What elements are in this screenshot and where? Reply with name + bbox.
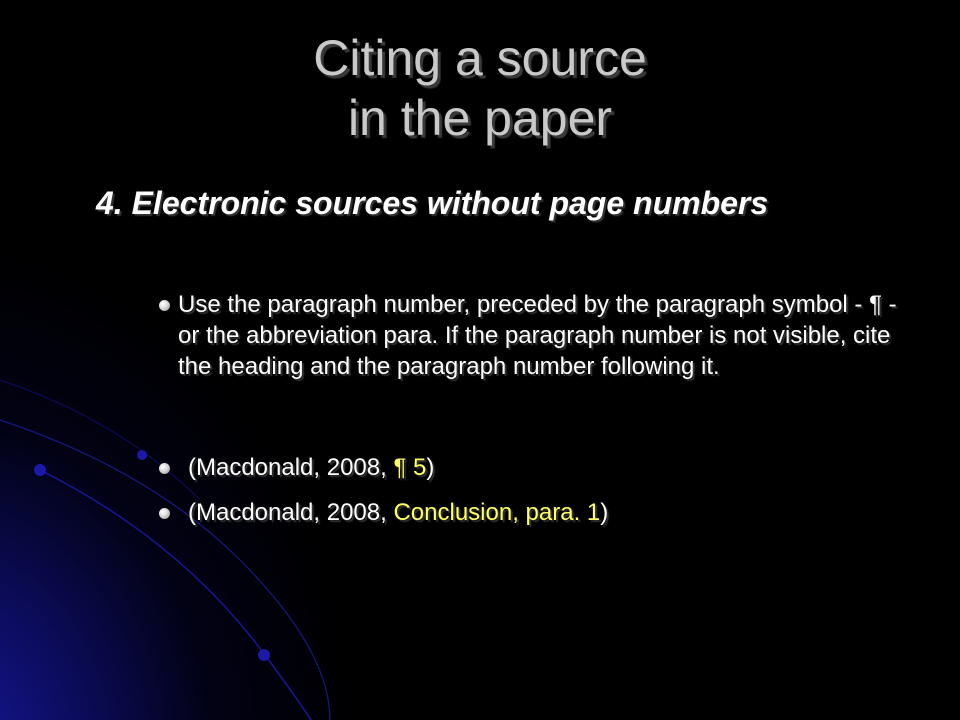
orb-marker <box>34 464 46 476</box>
citation-highlight: ¶ 5 <box>393 454 427 481</box>
section-heading: 4. Electronic sources without page numbers <box>96 185 769 221</box>
citation-suffix: ) <box>426 454 435 481</box>
citation-prefix: (Macdonald, 2008, <box>188 499 394 526</box>
title-line-1: Citing a source <box>313 30 647 86</box>
title-line-2: in the paper <box>347 90 613 146</box>
orb-marker <box>137 450 147 460</box>
slide-title <box>0 28 960 148</box>
bullet-dot-icon <box>159 300 170 311</box>
bullet-instruction <box>178 289 898 382</box>
bullet-dot-icon <box>159 463 170 474</box>
citation-suffix: ) <box>600 499 609 526</box>
bullet-example-para-abbrev <box>188 497 608 528</box>
citation-highlight: Conclusion, para. 1 <box>393 499 601 526</box>
citation-prefix: (Macdonald, 2008, <box>188 454 394 481</box>
bullet-example-paragraph-symbol <box>188 452 434 483</box>
bullet-text: Use the paragraph number, preceded by the paragraph symbol - ¶ - or the abbreviation para. If the paragraph number is not visible, cite the heading and the paragraph number following it. <box>178 291 897 380</box>
orb-marker <box>258 649 270 661</box>
bullet-dot-icon <box>159 508 170 519</box>
